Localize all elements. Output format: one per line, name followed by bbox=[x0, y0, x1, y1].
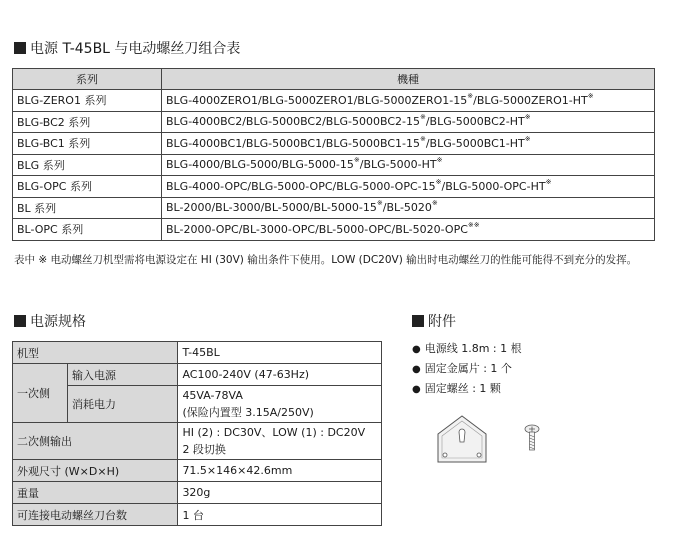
model-text: BLG-4000/BLG-5000/BLG-5000-15 bbox=[166, 158, 354, 172]
square-bullet-icon bbox=[14, 315, 26, 327]
table-row bbox=[13, 133, 655, 155]
table-footnote: 表中 ※ 电动螺丝刀机型需将电源设定在 HI (30V) 输出条件下使用。LOW (DC20V) 输出时电动螺丝刀的性能可能得不到充分的发挥。 bbox=[14, 254, 638, 266]
cell-models bbox=[162, 219, 655, 241]
cell-models bbox=[162, 176, 655, 198]
spec-value-secondary bbox=[178, 423, 382, 460]
table-row bbox=[13, 364, 382, 386]
spec-label-input: 输入电源 bbox=[68, 364, 178, 386]
spec-label-weight: 重量 bbox=[13, 482, 178, 504]
model-text: /BL-5020 bbox=[382, 201, 432, 215]
cell-models bbox=[162, 90, 655, 112]
table-row bbox=[13, 197, 655, 219]
cell-series: BLG-BC1 系列 bbox=[13, 133, 162, 155]
spec-label-model: 机型 bbox=[13, 342, 178, 364]
list-item: ● 固定螺丝 : 1 颗 bbox=[412, 379, 522, 399]
footnote-mark: ※ bbox=[435, 177, 442, 186]
table-row bbox=[13, 423, 382, 460]
spec-table bbox=[12, 341, 382, 526]
spec-value-weight: 320g bbox=[178, 482, 382, 504]
footnote-mark: ※ bbox=[353, 156, 360, 165]
square-bullet-icon bbox=[14, 42, 26, 54]
footnote-mark: ※ bbox=[431, 199, 438, 208]
model-text: BL-2000-OPC/BL-3000-OPC/BL-5000-OPC/BL-5020-OPC bbox=[166, 222, 468, 236]
footnote-mark: ※ bbox=[524, 134, 531, 143]
footnote-mark: ※ bbox=[473, 220, 480, 229]
footnote-mark: ※ bbox=[467, 220, 474, 229]
cell-models bbox=[162, 154, 655, 176]
cell-models bbox=[162, 197, 655, 219]
header-models: 機種 bbox=[162, 69, 655, 90]
model-text: /BLG-5000ZERO1-HT bbox=[473, 93, 588, 107]
table-row bbox=[13, 176, 655, 198]
cell-models bbox=[162, 133, 655, 155]
spec-value-model: T-45BL bbox=[178, 342, 382, 364]
footnote-mark: ※ bbox=[467, 91, 474, 100]
table-row bbox=[13, 386, 382, 423]
table-row bbox=[13, 482, 382, 504]
table-row bbox=[13, 460, 382, 482]
table-row bbox=[13, 90, 655, 112]
model-text: /BLG-5000BC1-HT bbox=[425, 136, 525, 150]
spec-value-input: AC100-240V (47-63Hz) bbox=[178, 364, 382, 386]
spec-label-power: 消耗电力 bbox=[68, 386, 178, 423]
spec-value-secondary-2: 2 段切换 bbox=[182, 443, 226, 456]
header-series: 系列 bbox=[13, 69, 162, 90]
spec-label-size: 外观尺寸 (W×D×H) bbox=[13, 460, 178, 482]
table-row bbox=[13, 154, 655, 176]
list-item: ● 固定金属片 : 1 个 bbox=[412, 359, 522, 379]
model-text: BLG-4000BC1/BLG-5000BC1/BLG-5000BC1-15 bbox=[166, 136, 420, 150]
accessory-title-text: 附件 bbox=[428, 314, 456, 330]
spec-value-power-2: (保险内置型 3.15A/250V) bbox=[182, 406, 314, 419]
footnote-mark: ※ bbox=[419, 113, 426, 122]
model-text: BLG-4000BC2/BLG-5000BC2/BLG-5000BC2-15 bbox=[166, 115, 420, 129]
cell-series: BL-OPC 系列 bbox=[13, 219, 162, 241]
list-item: ● 电源线 1.8m : 1 根 bbox=[412, 339, 522, 359]
table-row bbox=[13, 219, 655, 241]
fixing-screw-icon bbox=[522, 424, 542, 454]
table-row bbox=[13, 504, 382, 526]
spec-value-power bbox=[178, 386, 382, 423]
spec-label-count: 可连接电动螺丝刀台数 bbox=[13, 504, 178, 526]
cell-series: BLG 系列 bbox=[13, 154, 162, 176]
square-bullet-icon bbox=[412, 315, 424, 327]
spec-label-primary: 一次侧 bbox=[13, 364, 68, 423]
combination-table bbox=[12, 68, 655, 241]
footnote-mark: ※ bbox=[436, 156, 443, 165]
model-text: /BLG-5000-HT bbox=[359, 158, 437, 172]
footnote-mark: ※ bbox=[524, 113, 531, 122]
spec-value-size: 71.5×146×42.6mm bbox=[178, 460, 382, 482]
cell-models bbox=[162, 111, 655, 133]
table-header-row bbox=[13, 69, 655, 90]
model-text: /BLG-5000BC2-HT bbox=[425, 115, 525, 129]
footnote-mark: ※ bbox=[587, 91, 594, 100]
model-text: BL-2000/BL-3000/BL-5000/BL-5000-15 bbox=[166, 201, 377, 215]
cell-series: BLG-BC2 系列 bbox=[13, 111, 162, 133]
accessory-list bbox=[412, 339, 522, 399]
table-row bbox=[13, 342, 382, 364]
combination-table-title bbox=[14, 38, 240, 58]
cell-series: BLG-OPC 系列 bbox=[13, 176, 162, 198]
spec-value-count: 1 台 bbox=[178, 504, 382, 526]
spec-label-secondary: 二次侧输出 bbox=[13, 423, 178, 460]
combination-title-text: 电源 T-45BL 与电动螺丝刀组合表 bbox=[30, 41, 241, 57]
cell-series: BLG-ZERO1 系列 bbox=[13, 90, 162, 112]
cell-series: BL 系列 bbox=[13, 197, 162, 219]
accessory-title bbox=[412, 311, 456, 331]
spec-value-power-1: 45VA-78VA bbox=[182, 389, 243, 402]
spec-title-text: 电源规格 bbox=[30, 314, 86, 330]
model-text: BLG-4000ZERO1/BLG-5000ZERO1/BLG-5000ZERO1-15 bbox=[166, 93, 468, 107]
footnote-mark: ※ bbox=[545, 177, 552, 186]
spec-value-secondary-1: HI (2) : DC30V、LOW (1) : DC20V bbox=[182, 426, 366, 439]
model-text: /BLG-5000-OPC-HT bbox=[441, 179, 546, 193]
spec-title bbox=[14, 311, 86, 331]
footnote-mark: ※ bbox=[419, 134, 426, 143]
table-row bbox=[13, 111, 655, 133]
mounting-bracket-icon bbox=[434, 412, 492, 468]
footnote-mark: ※ bbox=[376, 199, 383, 208]
model-text: BLG-4000-OPC/BLG-5000-OPC/BLG-5000-OPC-15 bbox=[166, 179, 436, 193]
